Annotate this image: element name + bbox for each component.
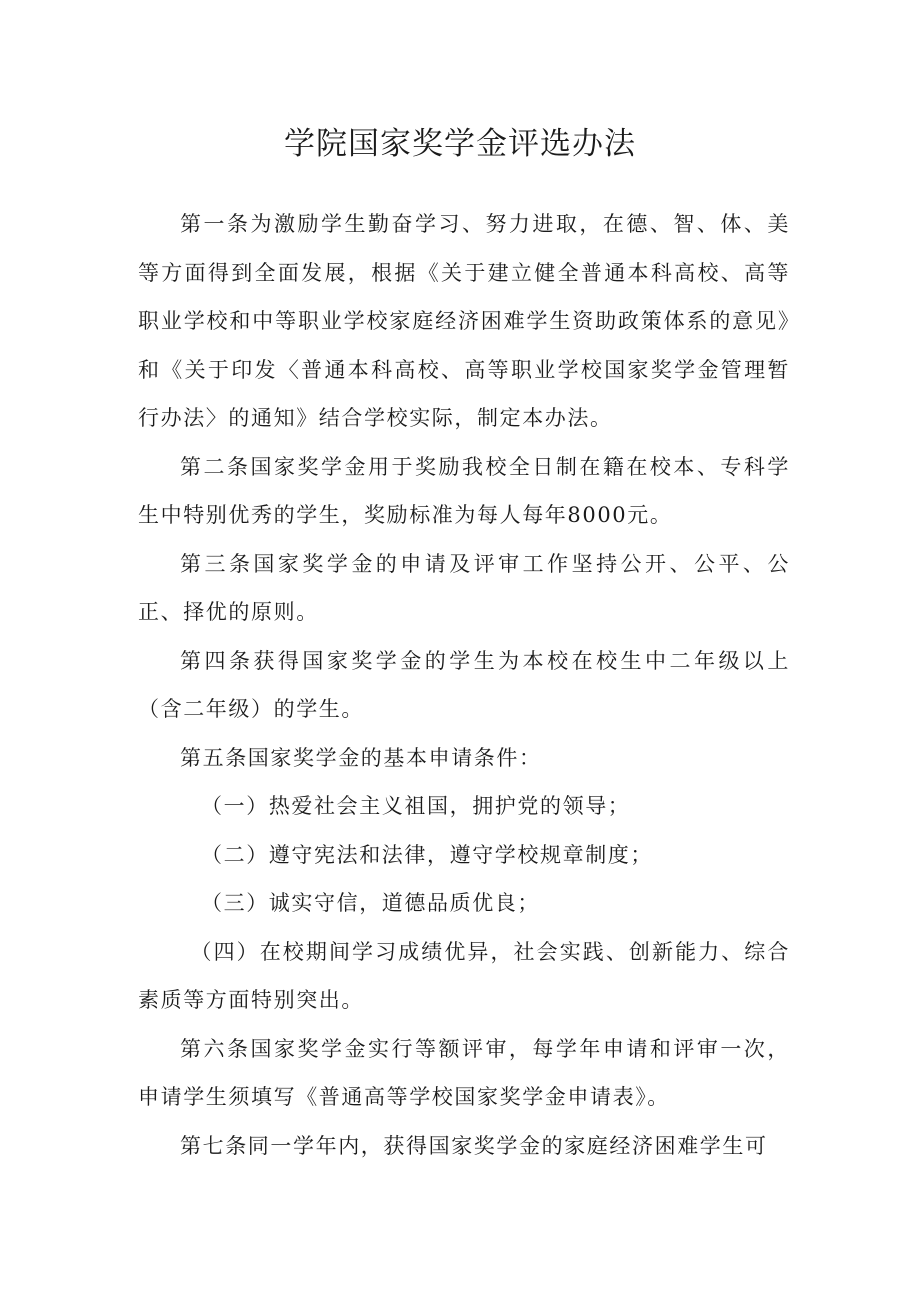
article-6-paragraph: 第六条国家奖学金实行等额评审，每学年申请和评审一次，申请学生须填写《普通高等学校国家奖学金申请表》。: [138, 1036, 790, 1109]
article-1-paragraph: 第一条为激励学生勤奋学习、努力进取，在德、智、体、美等方面得到全面发展，根据《关于建立健全普通本科高校、高等职业学校和中等职业学校家庭经济困难学生资助政策体系的意见》和《关于印发〈普通本科高校、高等职业学校国家奖学金管理暂行办法〉的通知》结合学校实际，制定本办法。: [138, 212, 790, 430]
article-3-paragraph: 第三条国家奖学金的申请及评审工作坚持公开、公平、公正、择优的原则。: [138, 551, 790, 624]
condition-item-1: （一）热爱社会主义祖国，拥护党的领导；: [201, 794, 631, 818]
article-2-paragraph: 第二条国家奖学金用于奖励我校全日制在籍在校本、专科学生中特别优秀的学生，奖励标准为每人每年8000元。: [138, 454, 790, 527]
article-5-paragraph: 第五条国家奖学金的基本申请条件：: [180, 745, 542, 770]
document-body: [138, 200, 790, 1170]
condition-item-2: （二）遵守宪法和法律，遵守学校规章制度；: [201, 842, 653, 867]
article-4-paragraph: 第四条获得国家奖学金的学生为本校在校生中二年级以上（含二年级）的学生。: [138, 648, 790, 721]
article-7-paragraph: 第七条同一学年内，获得国家奖学金的家庭经济困难学生可: [180, 1133, 768, 1158]
condition-item-4: （四）在校期间学习成绩优异，社会实践、创新能力、综合素质等方面特别突出。: [138, 939, 790, 1012]
document-title: 学院国家奖学金评选办法: [284, 126, 636, 162]
condition-item-3: （三）诚实守信，道德品质优良；: [201, 891, 540, 915]
